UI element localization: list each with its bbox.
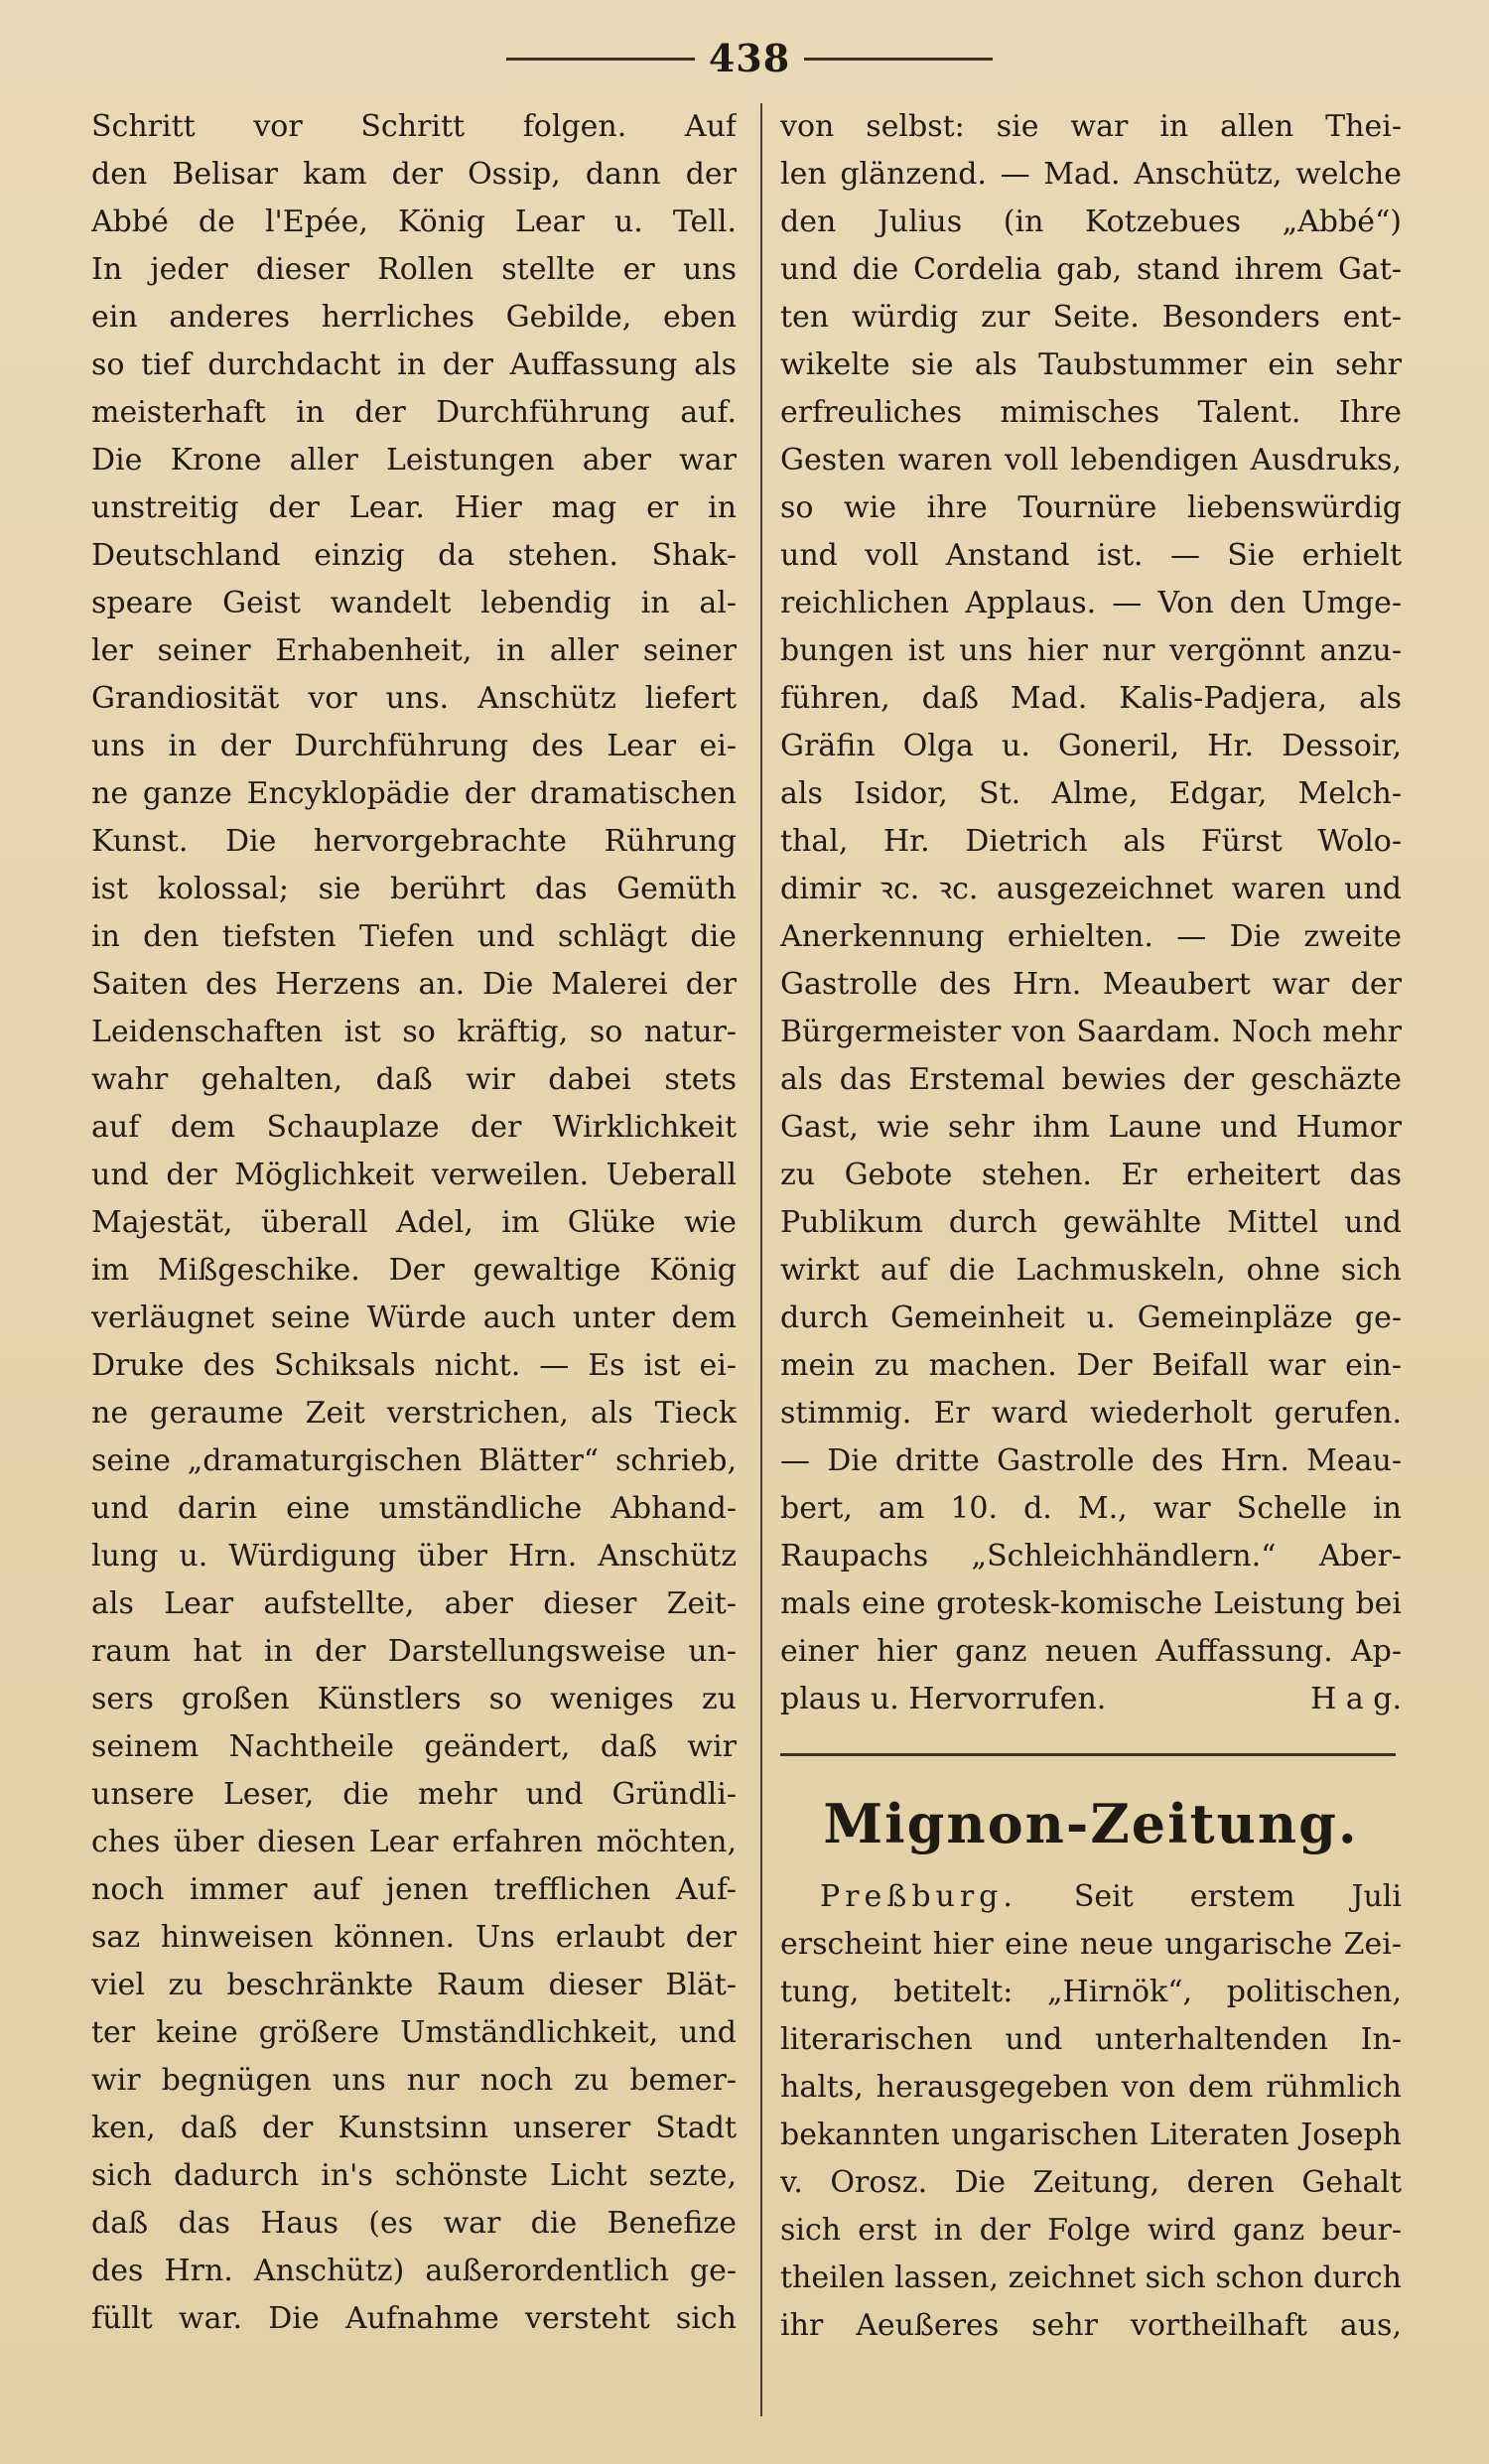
text-line: theilen lassen, zeichnet sich schon durch [780, 2260, 1402, 2295]
text-line: und der Möglichkeit verweilen. Ueberall [91, 1158, 737, 1192]
text-line: seine „dramaturgischen Blätter“ schrieb, [91, 1443, 737, 1478]
text-line: im Mißgeschike. Der gewaltige König [91, 1253, 737, 1288]
text-line: wirkt auf die Lachmuskeln, ohne sich [780, 1253, 1402, 1288]
text-line: daß das Haus (es war die Benefize [91, 2206, 737, 2241]
text-line: einer hier ganz neuen Auffassung. Ap- [780, 1634, 1402, 1669]
text-line: ches über diesen Lear erfahren möchten, [91, 1825, 737, 1859]
text-line: den Julius (in Kotzebues „Abbé“) [780, 205, 1402, 239]
text-line: erscheint hier eine neue ungarische Zei- [780, 1927, 1402, 1962]
text-line: auf dem Schauplaze der Wirklichkeit [91, 1110, 737, 1145]
text-line: ne ganze Encyklopädie der dramatischen [91, 776, 737, 811]
text-line: ein anderes herrliches Gebilde, eben [91, 300, 737, 335]
header-rule-right [804, 58, 993, 61]
text-line: Raupachs „Schleichhändlern.“ Aber- [780, 1539, 1402, 1574]
text-line: und darin eine umständliche Abhand- [91, 1491, 737, 1526]
text-line: erfreuliches mimisches Talent. Ihre [780, 395, 1402, 430]
text-line: und die Cordelia gab, stand ihrem Gat- [780, 252, 1402, 287]
mignon-article [780, 1921, 1402, 2350]
text-line: thal, Hr. Dietrich als Fürst Wolo- [780, 824, 1402, 859]
text-line: als Lear aufstellte, aber dieser Zeit- [91, 1586, 737, 1621]
place-name: Preßburg. [820, 1879, 1017, 1914]
text-line: ler seiner Erhabenheit, in aller seiner [91, 633, 737, 668]
text-line: mein zu machen. Der Beifall war ein- [780, 1348, 1402, 1383]
text-line: ne geraume Zeit verstrichen, als Tieck [91, 1396, 737, 1431]
text-line: durch Gemeinheit u. Gemeinpläze ge- [780, 1300, 1402, 1335]
text-line: uns in der Durchführung des Lear ei- [91, 729, 737, 763]
text-line: Schritt vor Schritt folgen. Auf [91, 109, 737, 144]
text-line: halts, herausgegeben von dem rühmlich [780, 2070, 1402, 2105]
text-line: den Belisar kam der Ossip, dann der [91, 157, 737, 192]
text-line: reichlichen Applaus. — Von den Umge- [780, 586, 1402, 620]
text-line: wahr gehalten, daß wir dabei stets [91, 1062, 737, 1097]
text-line: in den tiefsten Tiefen und schlägt die [91, 919, 737, 954]
closing-text: plaus u. Hervorrufen. [780, 1682, 1107, 1716]
text-line: Anerkennung erhielten. — Die zweite [780, 919, 1402, 954]
text-line: sers großen Künstlers so weniges zu [91, 1682, 737, 1716]
text-line: verläugnet seine Würde auch unter dem [91, 1300, 737, 1335]
author-signature: H a g. [1310, 1682, 1402, 1716]
text-line: bekannten ungarischen Literaten Joseph [780, 2118, 1402, 2152]
left-column [91, 103, 737, 2343]
text-line: als Isidor, St. Alme, Edgar, Melch- [780, 776, 1402, 811]
text-line: sich dadurch in's schönste Licht sezte, [91, 2158, 737, 2193]
text-line: ken, daß der Kunstsinn unserer Stadt [91, 2111, 737, 2145]
text-line: saz hinweisen können. Uns erlaubt der [91, 1920, 737, 1955]
text-line: dimir ꝛc. ꝛc. ausgezeichnet waren und [780, 872, 1402, 906]
page-header [0, 28, 1489, 83]
first-line-rest: Seit erstem Juli [1073, 1879, 1402, 1914]
text-line: Bürgermeister von Saardam. Noch mehr [780, 1015, 1402, 1049]
text-line: — Die dritte Gastrolle des Hrn. Meau- [780, 1443, 1402, 1478]
text-line: Deutschland einzig da stehen. Shak- [91, 538, 737, 573]
page-number: 438 [708, 36, 791, 80]
text-line: tung, betitelt: „Hirnök“, politischen, [780, 1975, 1402, 2009]
text-line: Leidenschaften ist so kräftig, so natur- [91, 1015, 737, 1049]
mignon-first-line [780, 1873, 1402, 1921]
text-line: Abbé de l'Epée, König Lear u. Tell. [91, 205, 737, 239]
text-line: ten würdig zur Seite. Besonders ent- [780, 300, 1402, 335]
right-column [780, 103, 1402, 2350]
text-line: unstreitig der Lear. Hier mag er in [91, 490, 737, 525]
text-line: Druke des Schiksals nicht. — Es ist ei- [91, 1348, 737, 1383]
text-line: mals eine grotesk-komische Leistung bei [780, 1586, 1402, 1621]
text-line: Majestät, überall Adel, im Glüke wie [91, 1205, 737, 1240]
text-line: Gesten waren voll lebendigen Ausdruks, [780, 443, 1402, 478]
text-line: stimmig. Er ward wiederholt gerufen. [780, 1396, 1402, 1431]
text-line: Kunst. Die hervorgebrachte Rührung [91, 824, 737, 859]
text-line: Publikum durch gewählte Mittel und [780, 1205, 1402, 1240]
text-line: Saiten des Herzens an. Die Malerei der [91, 967, 737, 1002]
signature-line [780, 1676, 1402, 1723]
text-line: Gast, wie sehr ihm Laune und Humor [780, 1110, 1402, 1145]
text-line: Gastrolle des Hrn. Meaubert war der [780, 967, 1402, 1002]
text-line: literarischen und unterhaltenden In- [780, 2022, 1402, 2057]
right-column-article [780, 103, 1402, 1676]
text-line: wir begnügen uns nur noch zu bemer- [91, 2063, 737, 2098]
column-divider [760, 103, 762, 2416]
text-line: seinem Nachtheile geändert, daß wir [91, 1729, 737, 1764]
text-line: v. Orosz. Die Zeitung, deren Gehalt [780, 2165, 1402, 2200]
text-line: viel zu beschränkte Raum dieser Blät- [91, 1968, 737, 2002]
text-line: als das Erstemal bewies der geschäzte [780, 1062, 1402, 1097]
header-rule-left [506, 58, 695, 61]
text-line: ter keine größere Umständlichkeit, und [91, 2015, 737, 2050]
text-line: Die Krone aller Leistungen aber war [91, 443, 737, 478]
text-line: ist kolossal; sie berührt das Gemüth [91, 872, 737, 906]
text-line: so wie ihre Tournüre liebenswürdig [780, 490, 1402, 525]
text-line: sich erst in der Folge wird ganz beur- [780, 2213, 1402, 2248]
text-line: Gräfin Olga u. Goneril, Hr. Dessoir, [780, 729, 1402, 763]
text-line: meisterhaft in der Durchführung auf. [91, 395, 737, 430]
text-line: len glänzend. — Mad. Anschütz, welche [780, 157, 1402, 192]
text-line: füllt war. Die Aufnahme versteht sich [91, 2301, 737, 2336]
text-line: bert, am 10. d. M., war Schelle in [780, 1491, 1402, 1526]
text-line: führen, daß Mad. Kalis-Padjera, als [780, 681, 1402, 716]
text-line: In jeder dieser Rollen stellte er uns [91, 252, 737, 287]
text-line: raum hat in der Darstellungsweise un- [91, 1634, 737, 1669]
text-line: ihr Aeußeres sehr vortheilhaft aus, [780, 2308, 1402, 2343]
text-line: von selbst: sie war in allen Thei- [780, 109, 1402, 144]
text-line: bungen ist uns hier nur vergönnt anzu- [780, 633, 1402, 668]
text-line: noch immer auf jenen trefflichen Auf- [91, 1872, 737, 1907]
text-line: des Hrn. Anschütz) außerordentlich ge- [91, 2254, 737, 2288]
text-line: unsere Leser, die mehr und Gründli- [91, 1777, 737, 1812]
text-line: lung u. Würdigung über Hrn. Anschütz [91, 1539, 737, 1574]
text-line: wikelte sie als Taubstummer ein sehr [780, 347, 1402, 382]
text-line: speare Geist wandelt lebendig in al- [91, 586, 737, 620]
text-line: und voll Anstand ist. — Sie erhielt [780, 538, 1402, 573]
text-line: zu Gebote stehen. Er erheitert das [780, 1158, 1402, 1192]
section-title: Mignon-Zeitung. [823, 1792, 1359, 1855]
text-line: so tief durchdacht in der Auffassung als [91, 347, 737, 382]
section-rule [780, 1753, 1396, 1756]
text-line: Grandiosität vor uns. Anschütz liefert [91, 681, 737, 716]
